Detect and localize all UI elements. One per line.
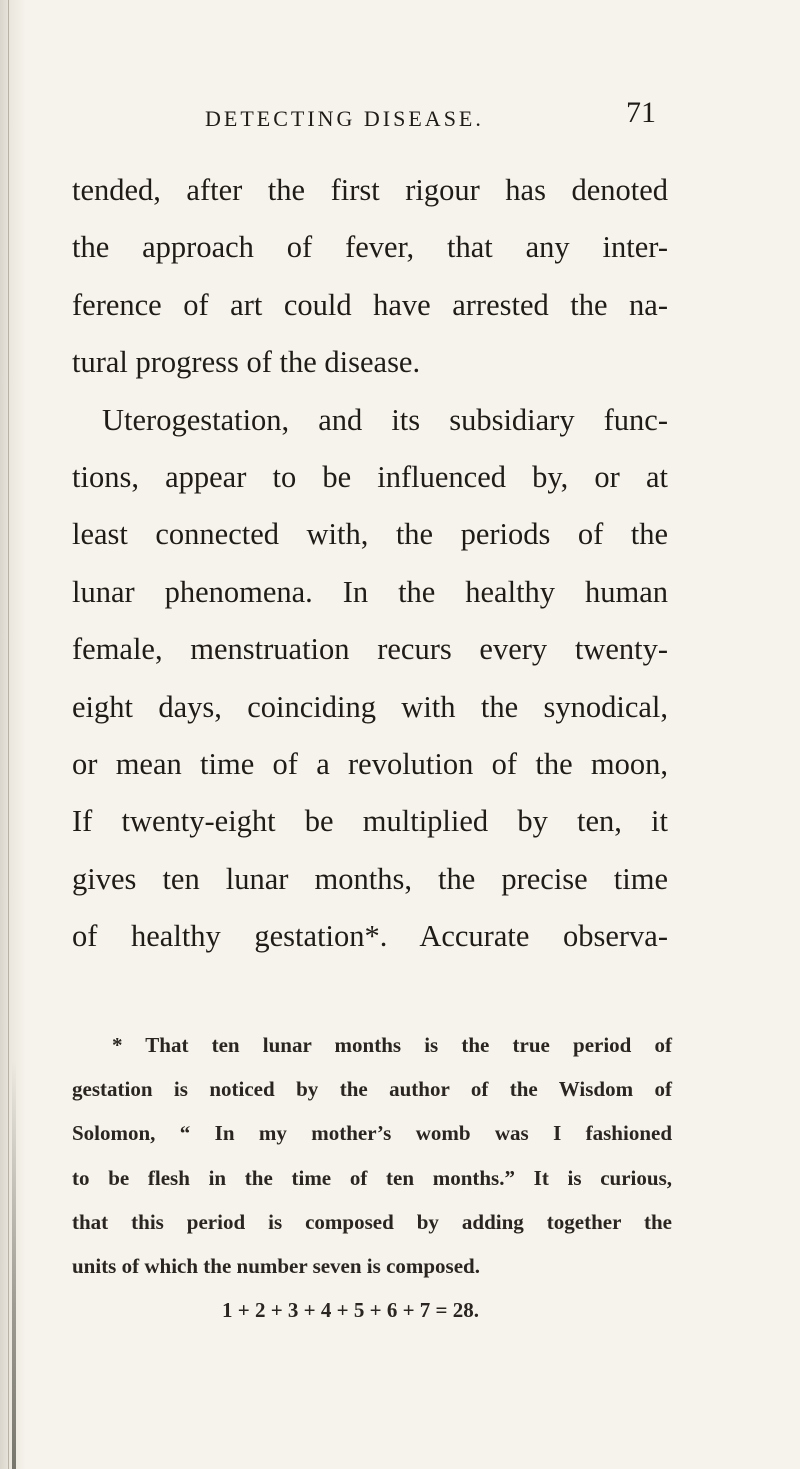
- running-title: DETECTING DISEASE.: [205, 106, 484, 131]
- footnote-line: to be flesh in the time of ten months.” It is curious,: [72, 1165, 672, 1190]
- body-line: the approach of fever, that any inter-: [72, 230, 668, 265]
- footnote-line: Solomon, “ In my mother’s womb was I fashioned: [72, 1121, 672, 1146]
- footnote: [72, 1023, 672, 1332]
- body-line: tended, after the first rigour has denoted: [72, 173, 668, 207]
- body-line: female, menstruation recurs every twenty-: [72, 632, 668, 667]
- body-line: least connected with, the periods of the: [72, 517, 668, 552]
- body-line: gives ten lunar months, the precise time: [72, 861, 668, 896]
- body-line: lunar phenomena. In the healthy human: [72, 574, 668, 609]
- body-line: eight days, coinciding with the synodical,: [72, 689, 668, 724]
- running-head: [0, 96, 800, 136]
- body-line: If twenty-eight be multiplied by ten, it: [72, 804, 668, 839]
- body-line: ference of art could have arrested the na-: [72, 287, 668, 322]
- body-line: tural progress of the disease.: [72, 345, 421, 380]
- footnote-line: that this period is composed by adding together the: [72, 1209, 672, 1234]
- body-line: tions, appear to be influenced by, or at: [72, 459, 668, 494]
- body-line: of healthy gestation*. Accurate observa-: [72, 919, 668, 954]
- page-number: 71: [626, 96, 656, 129]
- footnote-line: * That ten lunar months is the true period of: [112, 1033, 672, 1057]
- body-line: Uterogestation, and its subsidiary func-: [102, 402, 668, 437]
- footnote-equation: 1 + 2 + 3 + 4 + 5 + 6 + 7 = 28.: [222, 1298, 480, 1323]
- footnote-line: units of which the number seven is composed.: [72, 1253, 480, 1278]
- page-binding-line: [8, 0, 9, 1469]
- footnote-line: gestation is noticed by the author of the Wisdom of: [72, 1077, 672, 1102]
- body-text: [72, 162, 668, 965]
- body-line: or mean time of a revolution of the moon,: [72, 746, 668, 781]
- page-binding-shadow: [12, 1060, 16, 1469]
